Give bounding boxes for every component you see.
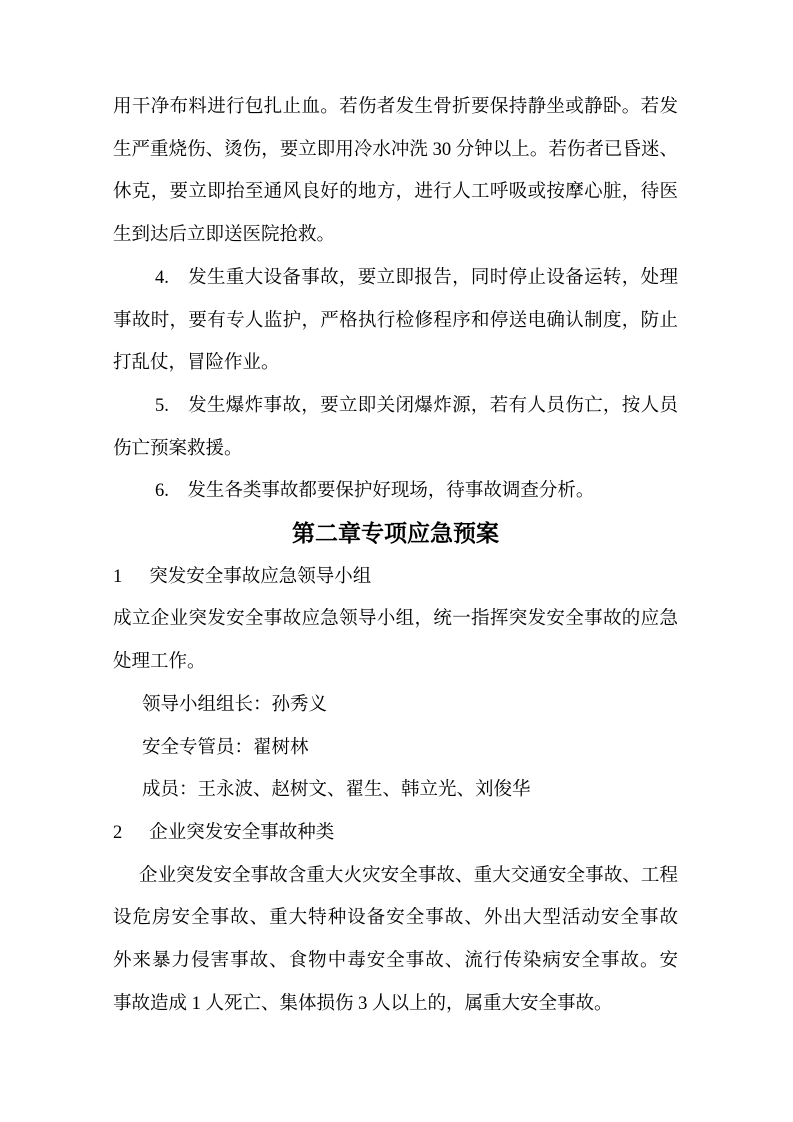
paragraph-group-setup — [113, 598, 678, 683]
section-2-heading — [113, 812, 678, 855]
text-line: 设危房安全事故、重大特种设备安全事故、外出大型活动安全事故 — [113, 908, 678, 929]
text-line: 4. 发生重大设备事故，要立即报告，同时停止设备运转，处理 — [155, 267, 678, 288]
text-line: 成立企业突发安全事故应急领导小组，统一指挥突发安全事故的应急 — [113, 609, 678, 630]
paragraph-first-aid — [113, 86, 678, 257]
paragraph-accident-types — [113, 855, 678, 1026]
text-line: 用干净布料进行包扎止血。若伤者发生骨折要保持静坐或静卧。若发 — [113, 97, 678, 117]
list-item-4 — [113, 257, 678, 385]
role-line-leader: 领导小组组长：孙秀义 — [142, 694, 328, 715]
text-line: 5. 发生爆炸事故，要立即关闭爆炸源，若有人员伤亡，按人员 — [155, 395, 678, 416]
list-item-6 — [113, 470, 678, 513]
text-line: 外来暴力侵害事故、食物中毒安全事故、流行传染病安全事故。安 — [113, 951, 678, 972]
text-line: 打乱仗，冒险作业。 — [113, 353, 280, 374]
role-line-safety-officer: 安全专管员：翟树林 — [142, 737, 309, 758]
text-line: 生严重烧伤、烫伤，要立即用冷水冲洗 30 分钟以上。若伤者已昏迷、 — [113, 139, 678, 160]
role-line-members: 成员：王永波、赵树文、翟生、韩立光、刘俊华 — [142, 780, 531, 801]
text-line: 事故造成 1 人死亡、集体损伤 3 人以上的，属重大安全事故。 — [113, 993, 613, 1014]
text-line: 处理工作。 — [113, 652, 206, 673]
text-line: 6. 发生各类事故都要保护好现场，待事故调查分析。 — [155, 481, 595, 502]
section-number: 2 — [113, 822, 123, 843]
list-item-5 — [113, 385, 678, 470]
section-number: 1 — [113, 566, 123, 587]
section-1-heading — [113, 556, 678, 599]
section-title: 企业突发安全事故种类 — [149, 822, 335, 843]
text-line: 伤亡预案救援。 — [113, 438, 243, 459]
chapter-heading: 第二章专项应急预案 — [292, 521, 499, 547]
text-line: 企业突发安全事故含重大火灾安全事故、重大交通安全事故、工程 — [139, 865, 678, 886]
text-line: 事故时，要有专人监护，严格执行检修程序和停送电确认制度，防止 — [113, 310, 678, 331]
text-line: 休克，要立即抬至通风良好的地方，进行人工呼吸或按摩心脏，待医 — [113, 182, 678, 203]
section-title: 突发安全事故应急领导小组 — [149, 566, 372, 587]
text-line: 生到达后立即送医院抢救。 — [113, 225, 336, 246]
